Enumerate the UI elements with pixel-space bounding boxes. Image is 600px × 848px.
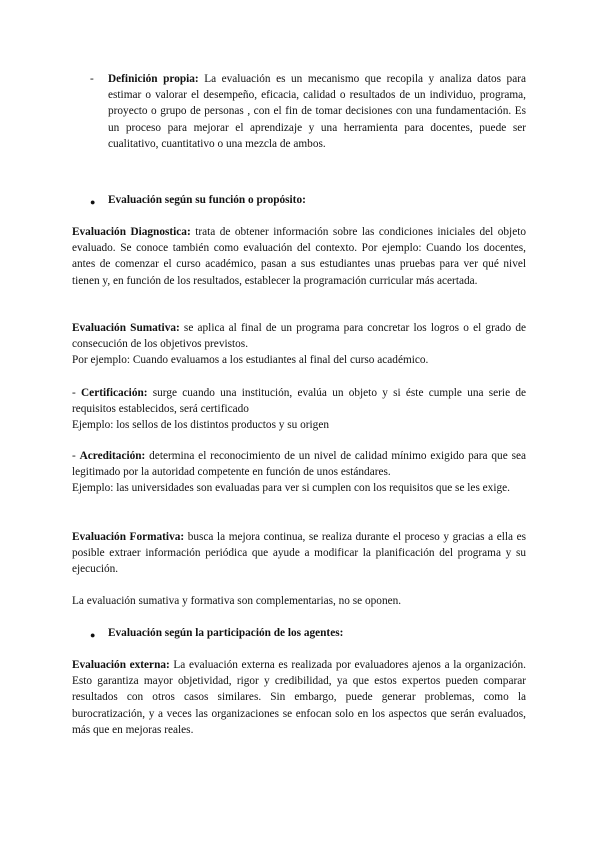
acreditacion-example: Ejemplo: las universidades son evaluadas para ver si cumplen con los requisitos que se les exige.: [72, 482, 510, 495]
certificacion-dash: -: [72, 387, 82, 399]
externa-term: Evaluación externa:: [72, 659, 170, 671]
formativa-text: busca la mejora continua, se realiza durante el proceso y gracias a ella es posible extraer información periódica que ayude a modificar la planificación del programa y su ejecución.: [72, 531, 526, 576]
sumativa-paragraph: [72, 320, 526, 352]
externa-text: La evaluación externa es realizada por evaluadores ajenos a la organización. Esto garantiza mayor objetividad, rigor y credibilidad, ya que estos expertos pueden comparar resultados con otros casos similares. Sin embargo, puede generar problemas, como la burocratización, y a veces las organizaciones se enfocan solo en los aspectos que serán evaluados, más que en mejoras reales.: [72, 659, 526, 736]
diagnostica-term: Evaluación Diagnostica:: [72, 226, 191, 238]
list-dash: -: [90, 73, 94, 85]
formativa-term: Evaluación Formativa:: [72, 531, 185, 543]
diagnostica-paragraph: [72, 224, 526, 289]
heading-agentes: Evaluación según la participación de los agentes:: [108, 627, 344, 639]
certificacion-term: Certificación:: [81, 387, 148, 399]
heading-funcion: Evaluación según su función o propósito:: [108, 194, 306, 206]
sumativa-text: se aplica al final de un programa para concretar los logros o el grado de consecución de los objetivos previstos.: [72, 322, 526, 351]
diagnostica-text: trata de obtener información sobre las condiciones iniciales del objeto evaluado. Se conoce también como evaluación del contexto. Por ejemplo: Cuando los docentes, antes de comenzar el curso académico, pasan a sus estudiantes unas pruebas para ver qué nivel tienen y, en función de los resultados, establecer la programación curricular más acertada.: [72, 226, 526, 287]
certificacion-example: Ejemplo: los sellos de los distintos productos y su origen: [72, 419, 329, 432]
sumativa-term: Evaluación Sumativa:: [72, 322, 180, 334]
acreditacion-paragraph: [72, 448, 526, 480]
sumativa-block: [72, 320, 526, 369]
externa-paragraph: [72, 657, 526, 738]
certificacion-block: [72, 385, 526, 434]
definicion-text: La evaluación es un mecanismo que recopila y analiza datos para estimar o valorar el desempeño, eficacia, calidad o resultados de un individuo, programa, proyecto o grupo de personas , con el fin de tomar decisiones con una fundamentación. Es un proceso para mejorar el aprendizaje y una herramienta para docentes, puede ser cualitativo, cuantitativo o una mezcla de ambos.: [108, 73, 526, 150]
complementarias-text: La evaluación sumativa y formativa son complementarias, no se oponen.: [72, 595, 402, 607]
certificacion-paragraph: [72, 385, 526, 417]
certificacion-text: surge cuando una institución, evalúa un objeto y si éste cumple una serie de requisitos establecidos, será certificado: [72, 387, 526, 416]
acreditacion-text: determina el reconocimiento de un nivel de calidad mínimo exigido para que sea legitimado por la autoridad competente en función de unos estándares.: [72, 450, 526, 479]
formativa-paragraph: [72, 529, 526, 578]
acreditacion-block: [72, 448, 526, 497]
definicion-paragraph: [108, 71, 526, 152]
sumativa-example: Por ejemplo: Cuando evaluamos a los estudiantes al final del curso académico.: [72, 354, 429, 367]
bullet-icon: ●: [90, 197, 96, 207]
definicion-term: Definición propia:: [108, 73, 199, 85]
acreditacion-term: Acreditación:: [79, 450, 146, 462]
acreditacion-dash: -: [72, 450, 80, 462]
bullet-icon: ●: [90, 630, 96, 640]
